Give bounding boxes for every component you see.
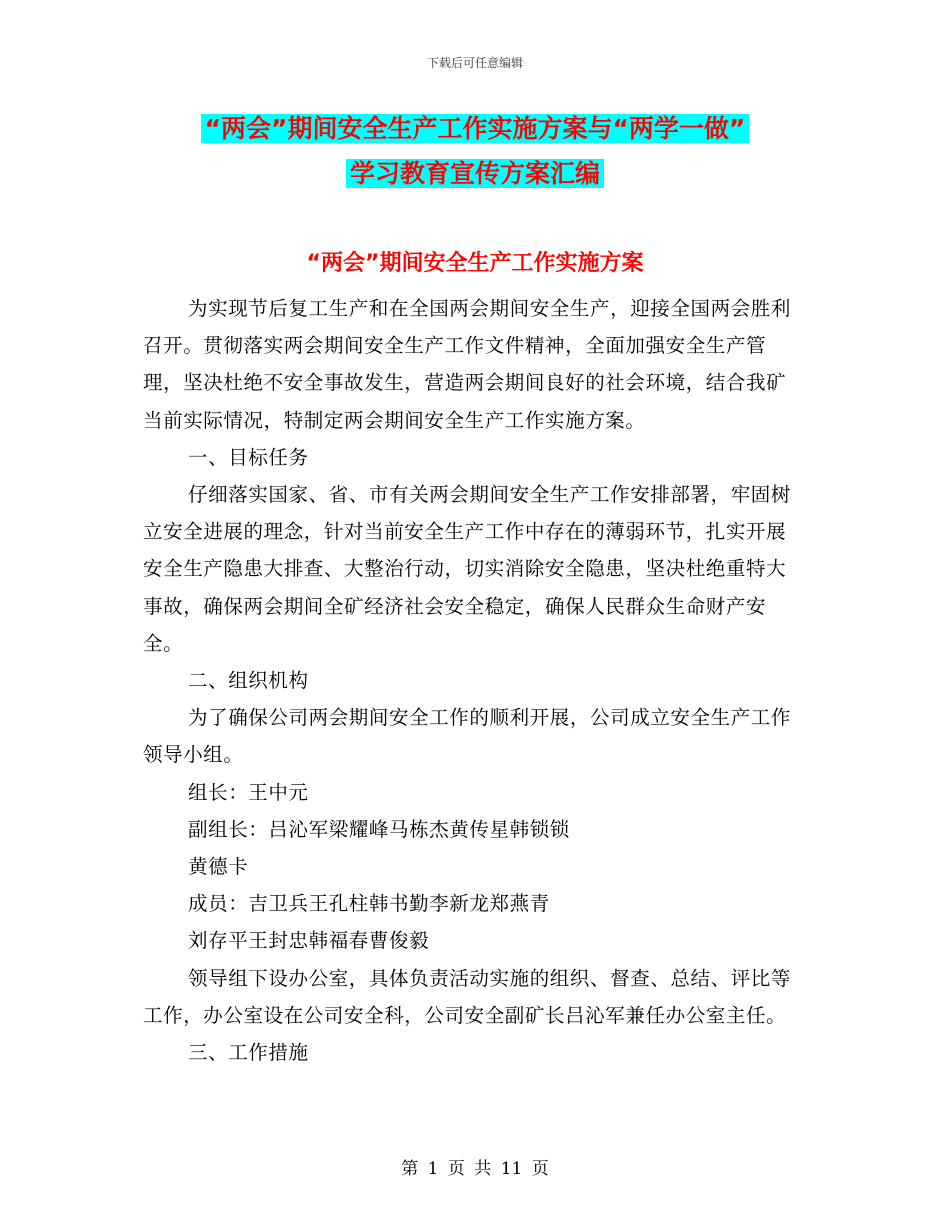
heading-organization: 二、组织机构 [188,669,309,693]
heading-goals: 一、目标任务 [188,445,309,469]
paragraph-office: 领导组下设办公室，具体负责活动实施的组织、督查、总结、评比等工作，办公室设在公司安全科，公司安全副矿长吕沁军兼任办公室主任。 [143,966,792,1027]
deputy-leader-continued: 黄德卡 [188,855,249,879]
document-title-line-1 [0,112,950,146]
page-footer: 第 1 页 共 11 页 [401,1159,549,1179]
document-body [143,290,803,1071]
section-title: “两会”期间安全生产工作实施方案 [306,251,644,276]
members-continued: 刘存平王封忠韩福春曹俊毅 [188,929,430,953]
title-highlight-2: 学习教育宣传方案汇编 [346,159,604,188]
members-line: 成员：吉卫兵王孔柱韩书勤李新龙郑燕青 [188,892,550,916]
leader-line: 组长：王中元 [188,780,309,804]
paragraph-goals: 仔细落实国家、省、市有关两会期间安全生产工作安排部署，牢固树立安全进展的理念，针对当前安全生产工作中存在的薄弱环节，扎实开展安全生产隐患大排查、大整治行动，切实消除安全隐患，坚决杜绝重特大事故，确保两会期间全矿经济社会安全稳定，确保人民群众生命财产安全。 [143,483,792,655]
paragraph-organization: 为了确保公司两会期间安全工作的顺利开展，公司成立安全生产工作领导小组。 [143,706,792,767]
title-highlight-1: “两会”期间安全生产工作实施方案与“两学一做” [201,114,750,143]
paragraph-intro: 为实现节后复工生产和在全国两会期间安全生产，迎接全国两会胜利召开。贯彻落实两会期间安全生产工作文件精神，全面加强安全生产管理，坚决杜绝不安全事故发生，营造两会期间良好的社会环境，结合我矿当前实际情况，特制定两会期间安全生产工作实施方案。 [143,297,792,432]
deputy-leader-line: 副组长：吕沁军梁耀峰马栋杰黄传星韩锁锁 [188,817,570,841]
document-title-line-2 [0,157,950,191]
header-note: 下载后可任意编辑 [426,56,523,70]
heading-measures: 三、工作措施 [188,1041,309,1065]
